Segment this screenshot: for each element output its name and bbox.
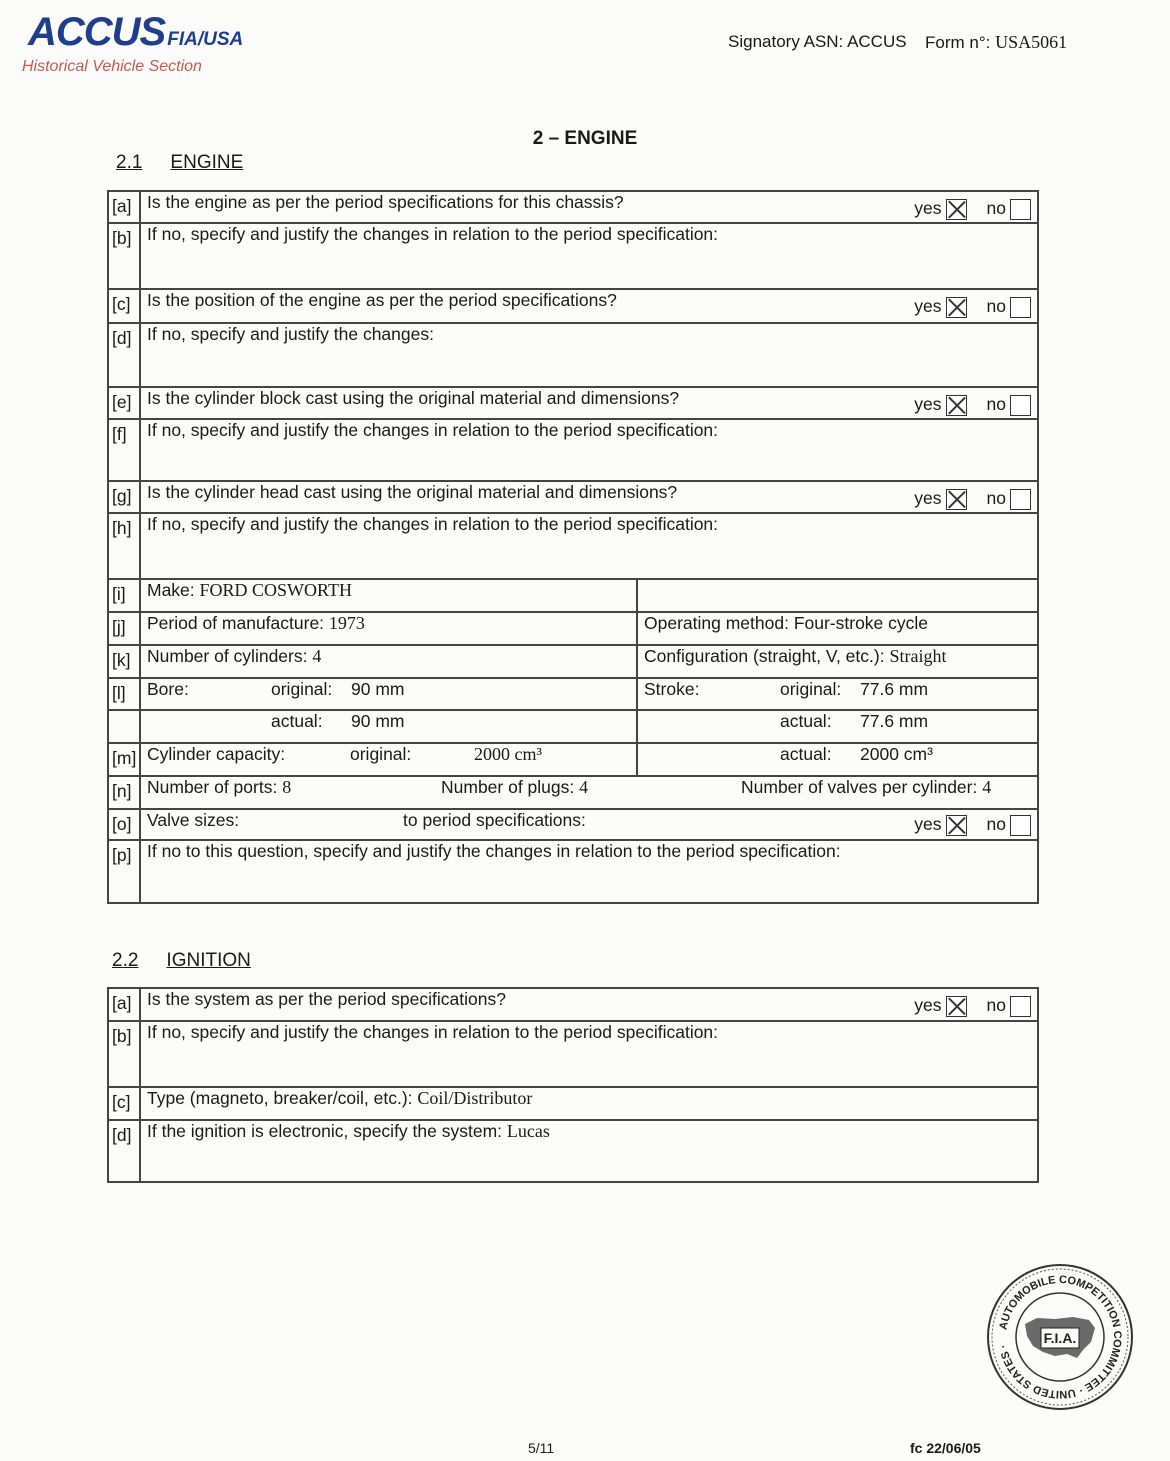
bore-label: Bore: <box>147 679 189 699</box>
row-label: [f] <box>108 419 140 481</box>
stroke-original-value: 77.6 mm <box>860 679 929 699</box>
bore-original-value: 90 mm <box>351 679 405 699</box>
engine-row-a <box>108 191 1038 223</box>
no-label: no <box>986 488 1006 508</box>
yes-checkbox[interactable] <box>946 489 967 510</box>
question-text: Is the position of the engine as per the period specifications? <box>147 290 617 310</box>
ignition-answer-b[interactable] <box>140 1021 1038 1087</box>
logo-tagline: Historical Vehicle Section <box>22 58 202 75</box>
to-period-label: to period specifications: <box>403 810 586 830</box>
original-label: original: <box>780 679 842 699</box>
row-label: [n] <box>108 776 140 809</box>
engine-row-l-original <box>108 678 1038 710</box>
no-checkbox[interactable] <box>1010 199 1031 220</box>
empty-cell <box>637 579 1038 612</box>
engine-row-k <box>108 645 1038 678</box>
cylinders-value: 4 <box>312 646 322 666</box>
no-label: no <box>986 995 1006 1015</box>
ignition-type-value: Coil/Distributor <box>417 1088 533 1108</box>
row-label: [a] <box>108 191 140 223</box>
yes-checkbox[interactable] <box>946 815 967 836</box>
yes-label: yes <box>914 394 942 414</box>
row-label: [k] <box>108 645 140 678</box>
actual-label: actual: <box>780 711 832 731</box>
capacity-original-cell[interactable] <box>140 743 637 776</box>
no-checkbox[interactable] <box>1010 395 1031 416</box>
row-label: [a] <box>108 988 140 1021</box>
row-label: [p] <box>108 840 140 903</box>
valves-value: 4 <box>982 777 992 797</box>
row-label: [b] <box>108 1021 140 1087</box>
question-text: Is the cylinder head cast using the original material and dimensions? <box>147 482 678 502</box>
stroke-original-cell[interactable] <box>637 678 1038 710</box>
operating-cell[interactable] <box>637 612 1038 645</box>
original-label: original: <box>271 679 333 699</box>
ports-label: Number of ports: <box>147 777 278 797</box>
yes-label: yes <box>914 296 942 316</box>
question-text: If no, specify and justify the changes in relation to the period specification: <box>147 224 719 244</box>
row-label: [d] <box>108 1120 140 1182</box>
engine-row-m <box>108 743 1038 776</box>
ignition-electronic-value: Lucas <box>506 1121 550 1141</box>
footer-code: fc 22/06/05 <box>910 1440 981 1456</box>
yes-no-choice <box>914 995 1031 1017</box>
engine-row-f <box>108 419 1038 481</box>
form-number-value: USA5061 <box>995 32 1068 52</box>
question-text: If no, specify and justify the changes in relation to the period specification: <box>147 420 719 440</box>
engine-row-o <box>108 809 1038 840</box>
row-label: [j] <box>108 612 140 645</box>
engine-answer-f[interactable] <box>140 419 1038 481</box>
config-cell[interactable] <box>637 645 1038 678</box>
stroke-actual-cell[interactable] <box>637 710 1038 743</box>
engine-question-g <box>140 481 1038 513</box>
row-label: [h] <box>108 513 140 579</box>
engine-row-l-actual <box>108 710 1038 743</box>
no-label: no <box>986 296 1006 316</box>
period-cell[interactable] <box>140 612 637 645</box>
original-label: original: <box>350 744 412 764</box>
logo-main-text: ACCUS <box>28 10 166 54</box>
logo-sub-text: FIA/USA <box>167 29 244 50</box>
period-value: 1973 <box>328 613 365 633</box>
yes-no-choice <box>914 394 1031 416</box>
row-label: [b] <box>108 223 140 289</box>
engine-row-h <box>108 513 1038 579</box>
section-title: 2 – ENGINE <box>532 128 638 149</box>
engine-question-e <box>140 387 1038 419</box>
seal-center-text: F.I.A. <box>1043 1330 1077 1346</box>
engine-heading-num: 2.1 <box>116 152 143 173</box>
question-text: If no, specify and justify the changes in relation to the period specification: <box>147 514 719 534</box>
bore-original-cell[interactable] <box>140 678 637 710</box>
ignition-electronic-cell[interactable] <box>140 1120 1038 1182</box>
ports-value: 8 <box>282 777 292 797</box>
actual-label: actual: <box>780 744 832 764</box>
operating-value: Four-stroke cycle <box>793 613 929 633</box>
ignition-row-b <box>108 1021 1038 1087</box>
engine-answer-b[interactable] <box>140 223 1038 289</box>
ignition-type-cell[interactable] <box>140 1087 1038 1120</box>
yes-checkbox[interactable] <box>946 297 967 318</box>
question-text: Is the cylinder block cast using the original material and dimensions? <box>147 388 680 408</box>
no-label: no <box>986 198 1006 218</box>
engine-row-g <box>108 481 1038 513</box>
plugs-value: 4 <box>579 777 589 797</box>
no-label: no <box>986 394 1006 414</box>
fia-seal <box>985 1262 1135 1412</box>
ignition-heading-num: 2.2 <box>112 950 139 971</box>
no-checkbox[interactable] <box>1010 996 1031 1017</box>
engine-row-p <box>108 840 1038 903</box>
plugs-label: Number of plugs: <box>441 777 575 797</box>
accus-logo <box>28 10 243 55</box>
yes-label: yes <box>914 198 942 218</box>
engine-row-i <box>108 579 1038 612</box>
question-text: If no to this question, specify and justify the changes in relation to the period specification: <box>147 841 841 861</box>
question-text: Is the engine as per the period specifications for this chassis? <box>147 192 624 212</box>
actual-label: actual: <box>271 711 323 731</box>
engine-answer-d[interactable] <box>140 323 1038 387</box>
ignition-question-a <box>140 988 1038 1021</box>
engine-row-j <box>108 612 1038 645</box>
bore-actual-value: 90 mm <box>351 711 405 731</box>
make-label: Make: <box>147 580 195 600</box>
engine-row-d <box>108 323 1038 387</box>
row-label: [o] <box>108 809 140 840</box>
page-number: 5/11 <box>528 1440 555 1456</box>
capacity-label: Cylinder capacity: <box>147 744 286 764</box>
no-label: no <box>986 814 1006 834</box>
cylinders-cell[interactable] <box>140 645 637 678</box>
ignition-type-label: Type (magneto, breaker/coil, etc.): <box>147 1088 413 1108</box>
operating-label: Operating method: <box>644 613 789 633</box>
ignition-heading-text: IGNITION <box>166 950 251 971</box>
bore-actual-cell[interactable] <box>140 710 637 743</box>
engine-answer-h[interactable] <box>140 513 1038 579</box>
ignition-heading <box>112 950 251 972</box>
stroke-label: Stroke: <box>644 679 700 699</box>
yes-checkbox[interactable] <box>946 395 967 416</box>
row-label: [d] <box>108 323 140 387</box>
cylinders-label: Number of cylinders: <box>147 646 308 666</box>
row-label: [g] <box>108 481 140 513</box>
yes-label: yes <box>914 488 942 508</box>
stroke-actual-value: 77.6 mm <box>860 711 929 731</box>
engine-row-c <box>108 289 1038 323</box>
ignition-row-a <box>108 988 1038 1021</box>
valve-sizes-cell <box>140 809 1038 840</box>
row-label: [e] <box>108 387 140 419</box>
engine-heading-text: ENGINE <box>170 152 244 173</box>
signatory: Signatory ASN: ACCUS <box>728 32 907 51</box>
engine-table <box>107 190 1039 904</box>
row-label: [i] <box>108 579 140 612</box>
engine-row-e <box>108 387 1038 419</box>
row-label: [c] <box>108 1087 140 1120</box>
row-label-empty <box>108 710 140 743</box>
capacity-actual-cell[interactable] <box>637 743 1038 776</box>
engine-question-a <box>140 191 1038 223</box>
question-text: Is the system as per the period specifications? <box>147 989 506 1009</box>
capacity-original-value: 2000 cm³ <box>474 744 542 764</box>
engine-answer-p[interactable] <box>140 840 1038 903</box>
make-cell[interactable] <box>140 579 637 612</box>
form-number <box>925 32 1067 53</box>
row-label: [c] <box>108 289 140 323</box>
ports-plugs-valves-cell[interactable] <box>140 776 1038 809</box>
valves-label: Number of valves per cylinder: <box>741 777 978 797</box>
row-label: [l] <box>108 678 140 710</box>
yes-label: yes <box>914 814 942 834</box>
config-label: Configuration (straight, V, etc.): <box>644 646 885 666</box>
yes-checkbox[interactable] <box>946 199 967 220</box>
engine-heading <box>116 152 243 174</box>
ignition-row-d <box>108 1120 1038 1182</box>
engine-question-c <box>140 289 1038 323</box>
yes-no-choice <box>914 296 1031 318</box>
make-value: FORD COSWORTH <box>199 580 352 600</box>
valve-sizes-label: Valve sizes: <box>147 810 240 830</box>
period-label: Period of manufacture: <box>147 613 325 633</box>
question-text: If no, specify and justify the changes in relation to the period specification: <box>147 1022 719 1042</box>
seal-ring-text: AUTOMOBILE COMPETITION COMMITTEE · UNITED STATES · <box>997 1273 1124 1401</box>
ignition-row-c <box>108 1087 1038 1120</box>
no-checkbox[interactable] <box>1010 815 1031 836</box>
question-text: If no, specify and justify the changes: <box>147 324 434 344</box>
yes-no-choice <box>914 488 1031 510</box>
ignition-table <box>107 987 1039 1183</box>
capacity-actual-value: 2000 cm³ <box>860 744 933 764</box>
form-label: Form n°: <box>925 33 991 52</box>
yes-no-choice <box>914 814 1031 836</box>
engine-row-n <box>108 776 1038 809</box>
row-label: [m] <box>108 743 140 776</box>
yes-label: yes <box>914 995 942 1015</box>
engine-row-b <box>108 223 1038 289</box>
no-checkbox[interactable] <box>1010 489 1031 510</box>
no-checkbox[interactable] <box>1010 297 1031 318</box>
yes-no-choice <box>914 198 1031 220</box>
ignition-electronic-label: If the ignition is electronic, specify the system: <box>147 1121 503 1141</box>
config-value: Straight <box>889 646 947 666</box>
yes-checkbox[interactable] <box>946 996 967 1017</box>
